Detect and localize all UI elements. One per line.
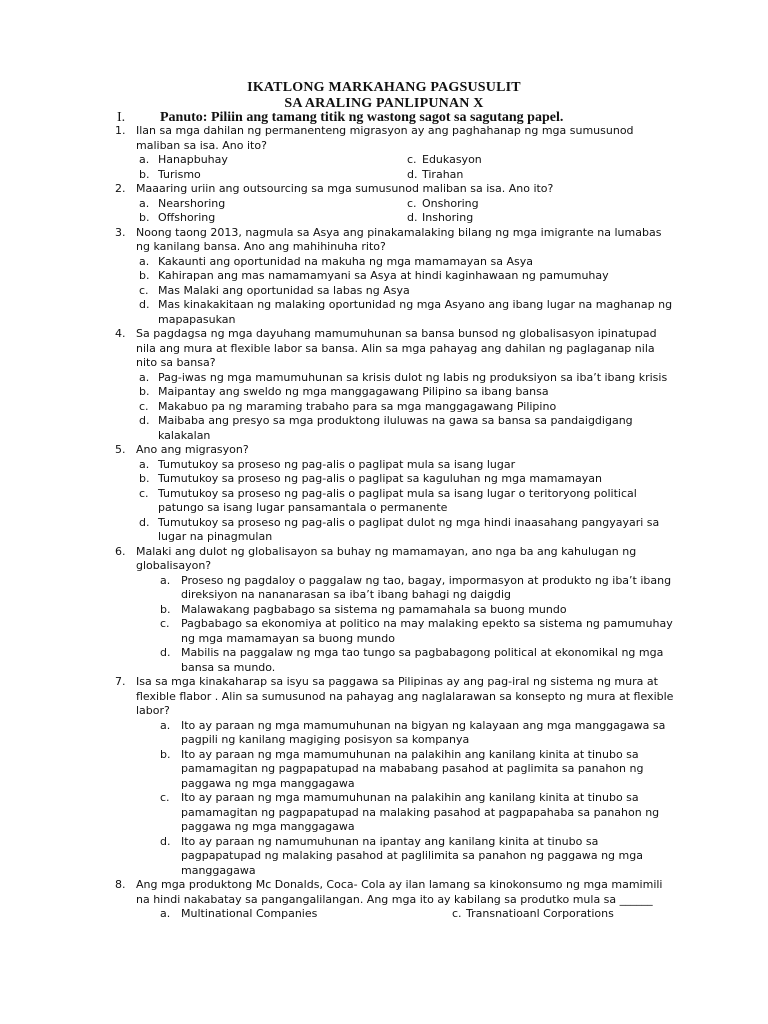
option-text: Edukasyon [422,153,482,166]
option-text: Pag-iwas ng mga mamumuhunan sa krisis dulot ng labis ng produksiyon sa iba’t ibang krisis [158,370,668,384]
question-4 [0,327,768,443]
option-text: Makabuo pa ng maraming trabaho para sa mga manggagawang Pilipino [158,399,557,413]
option-a [0,371,768,386]
option-text: Onshoring [422,196,479,210]
option-c [0,617,768,646]
option-letter: a. [139,370,150,384]
option-text: Tumutukoy sa proseso ng pag-alis o paglipat dulot ng mga hindi inaasahang pangyayari sa lugar na pinagmulan [158,515,660,543]
option-letter: a. [139,457,150,471]
option-letter: c. [160,617,170,630]
question-text: Malaki ang dulot ng globalisayon sa buhay ng mamamayan, ano nga ba ang kahulugan ng globalisayon? [136,544,637,572]
option-text: Proseso ng pagdaloy o paggalaw ng tao, bagay, impormasyon at produkto ng iba’t ibang direksiyon na nananarasan sa iba’t ibang bahagi ng daigdig [181,573,672,601]
option-letter: d. [139,298,150,311]
option-b [0,603,768,618]
option-text: Hanapbuhay [158,153,228,166]
option-c [0,791,768,835]
option-letter: c. [139,399,149,413]
question-number: 3. [115,225,126,239]
option-letter: b. [139,385,150,398]
directions: Panuto: Piliin ang tamang titik ng wastong sagot sa sagutang papel. [160,110,564,125]
option-b [0,748,768,792]
question-7 [0,675,768,878]
option-d [0,414,768,443]
question-6 [0,545,768,676]
option-text: Malawakang pagbabago sa sistema ng pamamahala sa buong mundo [181,602,567,616]
option-letter: d. [407,167,418,181]
option-text: Tumutukoy sa proseso ng pag-alis o paglipat mula sa isang lugar [158,457,516,471]
question-number: 1. [115,124,126,137]
option-letter: c. [407,196,417,210]
option-letter: d. [139,414,150,427]
option-text: Ito ay paraan ng namumuhunan na ipantay ang kanilang kinita at tinubo sa pagpapatupad ng malaking pasahod at paglilimita sa panahon ng paggawa ng mga manggagawa [181,834,643,877]
option-a [0,255,768,270]
option-letter: b. [139,472,150,485]
option-text: Kahirapan ang mas namamamyani sa Asya at hindi kaginhawaan ng pamumuhay [158,269,609,282]
question-number: 5. [115,443,126,456]
option-text: Tumutukoy sa proseso ng pag-alis o paglipat mula sa isang lugar o teritoryong political patungo sa isang lugar pansamantala o permanente [158,486,637,514]
option-text: Transnatioanl Corporations [466,907,614,920]
option-d [0,516,768,545]
question-5 [0,443,768,545]
option-text: Mas Malaki ang oportunidad sa labas ng Asya [158,283,410,297]
option-letter: c. [407,153,417,166]
options [0,907,768,922]
option-text: Inshoring [422,211,474,224]
exam-subtitle: SA ARALING PANLIPUNAN X [284,96,484,111]
option-text: Nearshoring [158,196,226,210]
option-text: Ito ay paraan ng mga mamumuhunan na palakihin ang kanilang kinita at tinubo sa pamamagitan ng pagpapatupad na malaking pasahod at pagpapahaba sa panahon ng paggawa ng mga manggagawa [181,791,660,833]
question-8 [0,878,768,922]
question-number: 4. [115,327,126,340]
option-c [0,400,768,415]
option-letter: b. [139,167,150,181]
option-d [0,646,768,675]
option-letter: d. [407,211,418,224]
option-letter: b. [160,747,171,761]
option-b [0,472,768,487]
option-letter: b. [139,211,150,224]
question-list [0,124,768,922]
option-text: Mabilis na paggalaw ng mga tao tungo sa pagbabagong political at ekonomikal ng mga bansa sa mundo. [181,646,664,674]
question-text: Ano ang migrasyon? [136,443,249,456]
option-d [0,835,768,879]
option-d [0,298,768,327]
options [0,574,768,676]
question-number: 8. [115,878,126,891]
option-letter: d. [160,834,171,848]
option-letter: a. [139,153,150,166]
question-number: 2. [115,182,126,195]
option-text: Turismo [158,167,201,181]
question-text: Sa pagdagsa ng mga dayuhang mamumuhunan sa bansa bunsod ng globalisasyon ipinatupad nila ang mura at flexible labor sa bansa. Alin sa mga pahayag ang dahilan ng paglaganap nila nito sa bansa? [136,327,657,369]
option-a [0,719,768,748]
option-letter: d. [139,515,150,529]
option-text: Ito ay paraan ng mga mamumuhunan na bigyan ng kalayaan ang mga manggagawa sa pagpili ng kanilang magiging posisyon sa kompanya [181,718,666,746]
option-b [0,269,768,284]
question-3 [0,226,768,328]
option-text: Multinational Companies [181,907,318,920]
option-c [0,284,768,299]
question-number: 6. [115,544,126,558]
option-text: Mas kinakakitaan ng malaking oportunidad ng mga Asyano ang ibang lugar na maghanap ng mapapasukan [158,298,673,326]
option-letter: a. [139,196,150,210]
option-text: Maibaba ang presyo sa mga produktong iluluwas na gawa sa bansa sa pandaigdigang kalakalan [158,414,633,442]
question-2 [0,182,768,226]
option-b [0,385,768,400]
option-text: Tirahan [422,167,464,181]
options [0,371,768,444]
question-text: Ilan sa mga dahilan ng permanenteng migrasyon ay ang paghahanap ng mga sumusunod maliban sa isa. Ano ito? [136,124,634,152]
options [0,197,768,226]
option-letter: c. [139,283,149,297]
option-letter: c. [160,791,170,804]
option-letter: a. [160,573,171,587]
option-letter: a. [139,254,150,268]
option-letter: b. [139,269,150,282]
question-text: Isa sa mga kinakaharap sa isyu sa paggawa sa Pilipinas ay ang pag-iral ng sistema ng mura at flexible flabor . Alin sa sumusunod na pahayag ang naglalarawan sa konsepto ng mura at flexible labor? [136,675,674,717]
option-a [0,574,768,603]
question-1 [0,124,768,182]
options [0,153,768,182]
option-text: Maipantay ang sweldo ng mga manggagawang Pilipino sa ibang bansa [158,385,549,398]
option-text: Kakaunti ang oportunidad na makuha ng mga mamamayan sa Asya [158,254,533,268]
options [0,719,768,879]
option-c [0,487,768,516]
option-text: Tumutukoy sa proseso ng pag-alis o paglipat sa kaguluhan ng mga mamamayan [158,472,602,485]
option-text: Pagbabago sa ekonomiya at politico na may malaking epekto sa sistema ng pamumuhay ng mga mamamayan sa buong mundo [181,617,673,645]
option-letter: d. [160,646,171,659]
exam-title: IKATLONG MARKAHANG PAGSUSULIT [247,80,521,95]
options [0,255,768,328]
option-letter: b. [160,602,171,616]
options [0,458,768,545]
direction-number: I. [117,110,126,125]
option-letter: c. [139,486,149,500]
option-a [0,458,768,473]
question-number: 7. [115,675,126,688]
question-text: Maaaring uriin ang outsourcing sa mga sumusunod maliban sa isa. Ano ito? [136,182,554,195]
question-text: Ang mga produktong Mc Donalds, Coca- Cola ay ilan lamang sa kinokonsumo ng mga mamimili na hindi nakabatay sa pangangalilangan. Ang mga ito ay kabilang sa produtko mula sa ______ [136,878,663,906]
option-text: Ito ay paraan ng mga mamumuhunan na palakihin ang kanilang kinita at tinubo sa pamamagitan ng pagpapatupad na mababang pasahod at paglimita sa panahon ng paggawa ng mga manggagawa [181,747,644,790]
option-letter: a. [160,907,171,920]
option-text: Offshoring [158,211,216,224]
option-letter: a. [160,718,171,732]
question-text: Noong taong 2013, nagmula sa Asya ang pinakamalaking bilang ng mga imigrante na lumabas ng kanilang bansa. Ano ang mahihinuha rito? [136,225,662,253]
option-letter: c. [452,907,462,920]
